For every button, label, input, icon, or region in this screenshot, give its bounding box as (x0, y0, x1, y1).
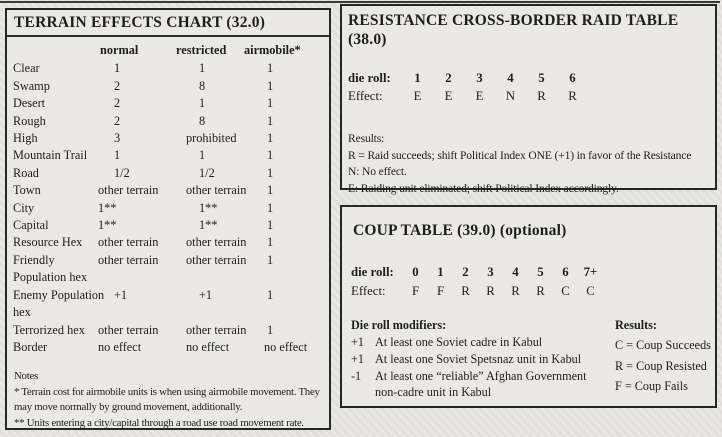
value-normal: 2 (114, 96, 121, 111)
terrain-label-line2: Population hex (13, 270, 88, 285)
die-roll-modifiers (351, 317, 613, 401)
result-f: F = Coup Fails (615, 379, 688, 394)
terrain-label: Desert (13, 96, 46, 111)
value-normal: +1 (114, 287, 128, 302)
value-normal: other terrain (98, 252, 159, 267)
value-airmobile: 1 (267, 148, 274, 163)
value-normal: 2 (114, 113, 121, 128)
die-roll-value: 4 (512, 265, 519, 279)
value-airmobile: 1 (267, 96, 274, 111)
value-restricted: 1 (199, 61, 206, 76)
table-row-capital (13, 217, 325, 234)
value-airmobile: 1 (267, 165, 274, 180)
table-row-resource-hex (13, 234, 325, 251)
value-normal: 1 (114, 61, 121, 76)
results-title: Results: (615, 318, 657, 332)
value-normal: no effect (98, 339, 142, 354)
table-row-high (13, 130, 325, 147)
die-roll-label: die roll: (348, 71, 391, 85)
value-restricted: no effect (186, 339, 230, 354)
modifier-text: At least one Soviet cadre in Kabul (375, 335, 543, 349)
value-normal: 1 (114, 148, 121, 163)
terrain-table-header-row (13, 42, 325, 59)
effect-label: Effect: (348, 89, 383, 103)
table-row-friendly-population-hex (13, 252, 325, 287)
table-row-desert (13, 95, 325, 112)
modifiers-title: Die roll modifiers: (351, 318, 447, 332)
raid-table-title: RESISTANCE CROSS-BORDER RAID TABLE (38.0) (348, 12, 679, 48)
coup-die-roll-row (342, 263, 715, 281)
effect-value: E (444, 89, 453, 103)
terrain-label: Road (13, 165, 39, 180)
table-row-swamp (13, 78, 325, 95)
die-roll-value: 1 (437, 265, 444, 279)
effect-value: C (561, 284, 570, 298)
value-restricted: other terrain (186, 322, 247, 337)
table-row-mountain-trail (13, 147, 325, 164)
die-roll-value: 6 (562, 265, 569, 279)
table-row-town (13, 182, 325, 199)
value-normal: other terrain (98, 183, 159, 198)
die-roll-value: 3 (487, 265, 494, 279)
result-e: E: Raiding unit eliminated; shift Political Index accordingly. (348, 181, 619, 195)
terrain-chart-title: TERRAIN EFFECTS CHART (32.0) (7, 10, 329, 37)
terrain-label: City (13, 200, 35, 215)
value-restricted: 8 (199, 78, 206, 93)
table-row-border (13, 339, 325, 356)
die-roll-value: 7+ (583, 265, 598, 279)
modifier-row (351, 368, 613, 402)
coup-effect-row (342, 282, 715, 300)
table-row-road (13, 165, 325, 182)
effect-value: R (461, 284, 470, 298)
effect-value: N (505, 89, 516, 103)
terrain-label-line2: hex (13, 305, 31, 320)
die-roll-value: 5 (537, 265, 544, 279)
terrain-label: Mountain Trail (13, 148, 88, 163)
terrain-label: Town (13, 183, 41, 198)
table-row-enemy-population-hex (13, 287, 325, 322)
raid-results-block (342, 131, 715, 197)
terrain-effects-chart-panel (5, 8, 331, 430)
effect-value: F (411, 284, 420, 298)
terrain-label: Clear (13, 61, 40, 76)
terrain-label: Border (13, 339, 48, 354)
die-roll-value: 6 (569, 71, 576, 85)
terrain-table-body (13, 60, 325, 356)
column-header-airmobile: airmobile* (244, 43, 301, 57)
value-restricted: other terrain (186, 252, 247, 267)
terrain-label: Resource Hex (13, 235, 83, 250)
result-c: C = Coup Succeeds (615, 338, 711, 352)
value-restricted: 1/2 (199, 165, 215, 180)
value-normal: 2 (114, 78, 121, 93)
modifier-value: -1 (351, 368, 362, 383)
table-row-rough (13, 113, 325, 130)
effect-value: E (413, 89, 422, 103)
terrain-label: Friendly (13, 252, 55, 267)
value-airmobile: no effect (264, 339, 308, 354)
value-restricted: +1 (199, 287, 213, 302)
terrain-table (7, 42, 329, 356)
value-normal: 1** (98, 200, 117, 215)
terrain-label: Rough (13, 113, 46, 128)
modifier-value: +1 (351, 351, 364, 366)
page-top-rule (0, 1, 720, 3)
raid-die-roll-row (342, 69, 715, 87)
results-title: Results: (348, 132, 385, 145)
note-city-capital: ** Units entering a city/capital through a road use road movement rate. (14, 416, 304, 429)
value-restricted: 1** (199, 200, 218, 215)
modifier-row (351, 334, 613, 351)
table-row-city (13, 200, 325, 217)
modifier-value: +1 (351, 335, 364, 349)
coup-table-title: COUP TABLE (39.0) (optional) (353, 222, 567, 239)
value-airmobile: 1 (267, 252, 274, 267)
die-roll-value: 2 (445, 71, 452, 85)
effect-value: R (568, 89, 577, 103)
effect-label: Effect: (351, 284, 386, 298)
raid-effect-row (342, 87, 715, 105)
value-restricted: other terrain (186, 183, 247, 198)
effect-value: R (511, 284, 520, 298)
effect-value: E (475, 89, 484, 103)
value-airmobile: 1 (267, 78, 274, 93)
value-airmobile: 1 (267, 322, 274, 337)
column-header-normal: normal (100, 43, 139, 57)
coup-lower-block (342, 317, 715, 401)
value-normal: 1/2 (114, 165, 130, 180)
value-airmobile: 1 (267, 200, 274, 215)
coup-table-panel (340, 205, 717, 408)
table-row-terrorized-hex (13, 322, 325, 339)
result-n: N: No effect. (348, 165, 407, 179)
value-normal: 1** (98, 218, 117, 233)
value-restricted: other terrain (186, 235, 247, 250)
terrain-notes (7, 369, 329, 431)
die-roll-value: 5 (538, 71, 545, 85)
modifier-text: At least one “reliable” Afghan Government non-cadre unit in Kabul (375, 368, 587, 400)
terrain-label: Terrorized hex (13, 322, 85, 337)
die-roll-value: 1 (414, 71, 421, 85)
terrain-label: Enemy Population (13, 287, 105, 302)
coup-results-block (613, 317, 711, 401)
die-roll-value: 2 (462, 265, 469, 279)
value-restricted: 1** (199, 218, 218, 233)
value-normal: other terrain (98, 322, 159, 337)
value-airmobile: 1 (267, 61, 274, 76)
note-airmobile: * Terrain cost for airmobile units is when using airmobile movement. They may move normally by ground movement, additionally. (14, 385, 320, 414)
effect-value: R (537, 89, 546, 103)
die-roll-value: 0 (412, 265, 419, 279)
value-normal: other terrain (98, 235, 159, 250)
value-airmobile: 1 (267, 131, 274, 146)
value-normal: 3 (114, 131, 121, 146)
die-roll-value: 3 (476, 71, 483, 85)
effect-value: F (436, 284, 445, 298)
effect-value: R (536, 284, 545, 298)
value-restricted: prohibited (186, 131, 237, 146)
die-roll-label: die roll: (351, 265, 394, 279)
terrain-label: Capital (13, 218, 49, 233)
result-r: R = Coup Resisted (615, 358, 707, 373)
terrain-label: High (13, 131, 38, 146)
value-airmobile: 1 (267, 287, 274, 302)
table-row-clear (13, 60, 325, 77)
die-roll-value: 4 (507, 71, 514, 85)
effect-value: C (586, 284, 595, 298)
column-header-restricted: restricted (176, 43, 227, 57)
modifier-text: At least one Soviet Spetsnaz unit in Kabul (375, 351, 582, 366)
value-restricted: 1 (199, 96, 206, 111)
modifier-row (351, 351, 613, 368)
result-r: R = Raid succeeds; shift Political Index ONE (+1) in favor of the Resistance (348, 148, 692, 162)
value-airmobile: 1 (267, 113, 274, 128)
notes-title: Notes (14, 370, 38, 383)
terrain-label: Swamp (13, 78, 50, 93)
value-restricted: 8 (199, 113, 206, 128)
effect-value: R (486, 284, 495, 298)
value-airmobile: 1 (267, 218, 274, 233)
value-restricted: 1 (199, 148, 206, 163)
value-airmobile: 1 (267, 183, 274, 198)
raid-table-panel (340, 4, 717, 195)
value-airmobile: 1 (267, 235, 274, 250)
